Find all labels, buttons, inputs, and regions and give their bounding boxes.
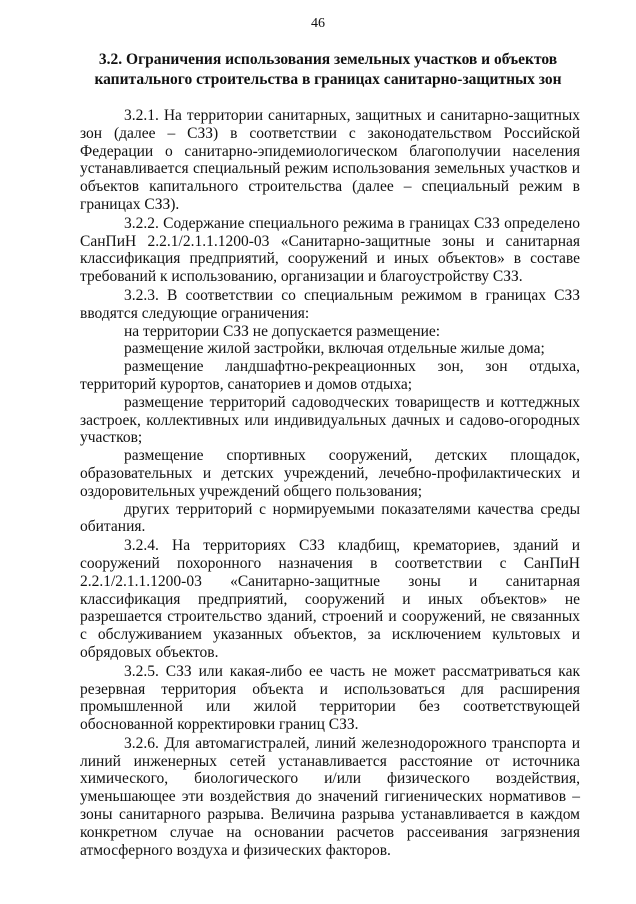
restriction-item: размещение ландшафтно-рекреационных зон, зон отдыха, территорий курортов, санаториев и домов отдыха; [80, 358, 580, 393]
section-body [80, 107, 580, 859]
paragraph-3-2-6: 3.2.6. Для автомагистралей, линий железнодорожного транспорта и линий инженерных сетей устанавливается расстояние от источника химического, биологического и/или физического воздействия, уменьшающее эти воздействия до значений гигиенических нормативов – зоны санитарного разрыва. Величина разрыва устанавливается в каждом конкретном случае на основании расчетов рассеивания загрязнения атмосферного воздуха и физических факторов. [80, 734, 580, 859]
restriction-intro: на территории СЗЗ не допускается размещение: [124, 322, 441, 340]
paragraph-3-2-2: 3.2.2. Содержание специального режима в границах СЗЗ определено СанПиН 2.2.1/2.1.1.1200-03 «Санитарно-защитные зоны и санитарная классификация предприятий, сооружений и иных объектов» в составе требований к использованию, организации и благоустройству СЗЗ. [80, 214, 580, 286]
paragraph-3-2-3: 3.2.3. В соответствии со специальным режимом в границах СЗЗ вводятся следующие ограничения: [80, 286, 580, 322]
paragraph-3-2-4: 3.2.4. На территориях СЗЗ кладбищ, крематориев, зданий и сооружений похоронного назначения в соответствии с СанПиН 2.2.1/2.1.1.1200-03 «Санитарно-защитные зоны и санитарная классификация предприятий, сооружений и иных объектов» не разрешается строительство зданий, строений и сооружений, не связанных с обслуживанием указанных объектов, за исключением культовых и обрядовых объектов. [80, 537, 580, 661]
paragraph-3-2-1: 3.2.1. На территории санитарных, защитных и санитарно-защитных зон (далее – СЗЗ) в соответствии с законодательством Российской Федерации о санитарно-эпидемиологическом благополучии населения устанавливается специальный режим использования земельных участков и объектов капитального строительства (далее – специальный режим в границах СЗЗ). [80, 107, 580, 213]
paragraph-3-2-5: 3.2.5. СЗЗ или какая-либо ее часть не может рассматриваться как резервная территория объекта и использоваться для расширения промышленной или жилой территории без соответствующей обоснованной корректировки границ СЗЗ. [80, 662, 580, 734]
restriction-item: размещение спортивных сооружений, детских площадок, образовательных и детских учреждений, лечебно-профилактических и оздоровительных учреждений общего пользования; [80, 447, 580, 500]
section-heading: 3.2. Ограничения использования земельных участков и объектов капитального строительства в границах санитарно-защитных зон [94, 51, 562, 88]
page-number: 46 [311, 16, 325, 31]
restriction-item: размещение территорий садоводческих товариществ и коттеджных застроек, коллективных или индивидуальных дачных и садово-огородных участков; [80, 393, 580, 447]
restriction-item: других территорий с нормируемыми показателями качества среды обитания. [80, 500, 580, 536]
restriction-item: размещение жилой застройки, включая отдельные жилые дома; [124, 340, 545, 358]
